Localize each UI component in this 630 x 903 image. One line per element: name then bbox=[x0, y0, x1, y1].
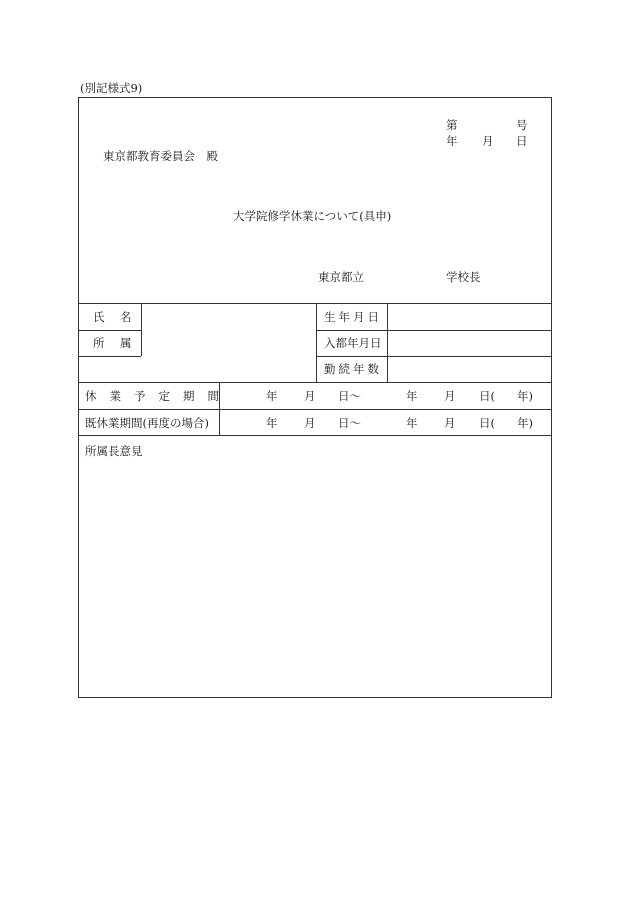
col-line-mid-left bbox=[316, 303, 317, 382]
past-period-label: 既休業期間(再度の場合) bbox=[85, 416, 209, 430]
past-end-year: 年 bbox=[406, 416, 418, 430]
affiliation-label: 所 属 bbox=[93, 336, 134, 350]
past-years: 年) bbox=[517, 416, 533, 430]
past-start-year: 年 bbox=[266, 416, 278, 430]
planned-start-year: 年 bbox=[266, 389, 278, 403]
row-line-4 bbox=[78, 382, 552, 383]
name-label: 氏 名 bbox=[93, 310, 134, 324]
birthdate-value-field[interactable] bbox=[389, 305, 550, 329]
col-line-label bbox=[141, 303, 142, 356]
date-month: 月 bbox=[482, 134, 494, 148]
row-line-3b bbox=[316, 356, 552, 357]
planned-period-label: 休業予定期間 bbox=[85, 389, 232, 403]
planned-end-month: 月 bbox=[444, 389, 456, 403]
entry-date-label: 入都年月日 bbox=[324, 336, 382, 350]
name-label-box bbox=[93, 310, 134, 324]
date-day: 日 bbox=[516, 134, 528, 148]
planned-years: 年) bbox=[517, 389, 533, 403]
service-years-label: 勤続年数 bbox=[324, 362, 382, 376]
name-value-field[interactable] bbox=[143, 305, 314, 329]
planned-start-month: 月 bbox=[304, 389, 316, 403]
doc-number-suffix: 号 bbox=[516, 118, 528, 132]
birthdate-label: 生年月日 bbox=[324, 310, 382, 324]
past-start-day: 日〜 bbox=[338, 416, 361, 430]
row-line-6 bbox=[78, 435, 552, 436]
row-line-2b bbox=[316, 330, 552, 331]
document-title: 大学院修学休業について(具申) bbox=[233, 209, 392, 223]
entry-date-value-field[interactable] bbox=[389, 332, 550, 356]
doc-number-prefix: 第 bbox=[446, 118, 458, 132]
signer-principal: 学校長 bbox=[446, 270, 481, 284]
service-years-value-field[interactable] bbox=[389, 358, 550, 382]
opinion-label: 所属長意見 bbox=[85, 444, 143, 458]
past-end-month: 月 bbox=[444, 416, 456, 430]
row-line-3 bbox=[78, 356, 141, 357]
row-line-2a bbox=[78, 330, 141, 331]
row-line-1 bbox=[78, 303, 552, 304]
planned-start-day: 日〜 bbox=[338, 389, 361, 403]
past-end-day: 日( bbox=[479, 416, 495, 430]
planned-end-year: 年 bbox=[406, 389, 418, 403]
form-code: (別記様式9) bbox=[80, 81, 143, 95]
date-year: 年 bbox=[446, 134, 458, 148]
past-start-month: 月 bbox=[304, 416, 316, 430]
addressee: 東京都教育委員会 殿 bbox=[103, 149, 218, 163]
affiliation-value-field[interactable] bbox=[143, 332, 314, 356]
planned-end-day: 日( bbox=[479, 389, 495, 403]
row-line-5 bbox=[78, 409, 552, 410]
opinion-textarea[interactable] bbox=[80, 460, 550, 696]
col-line-mid-right bbox=[387, 303, 388, 382]
signer-school-prefix: 東京都立 bbox=[318, 270, 364, 284]
